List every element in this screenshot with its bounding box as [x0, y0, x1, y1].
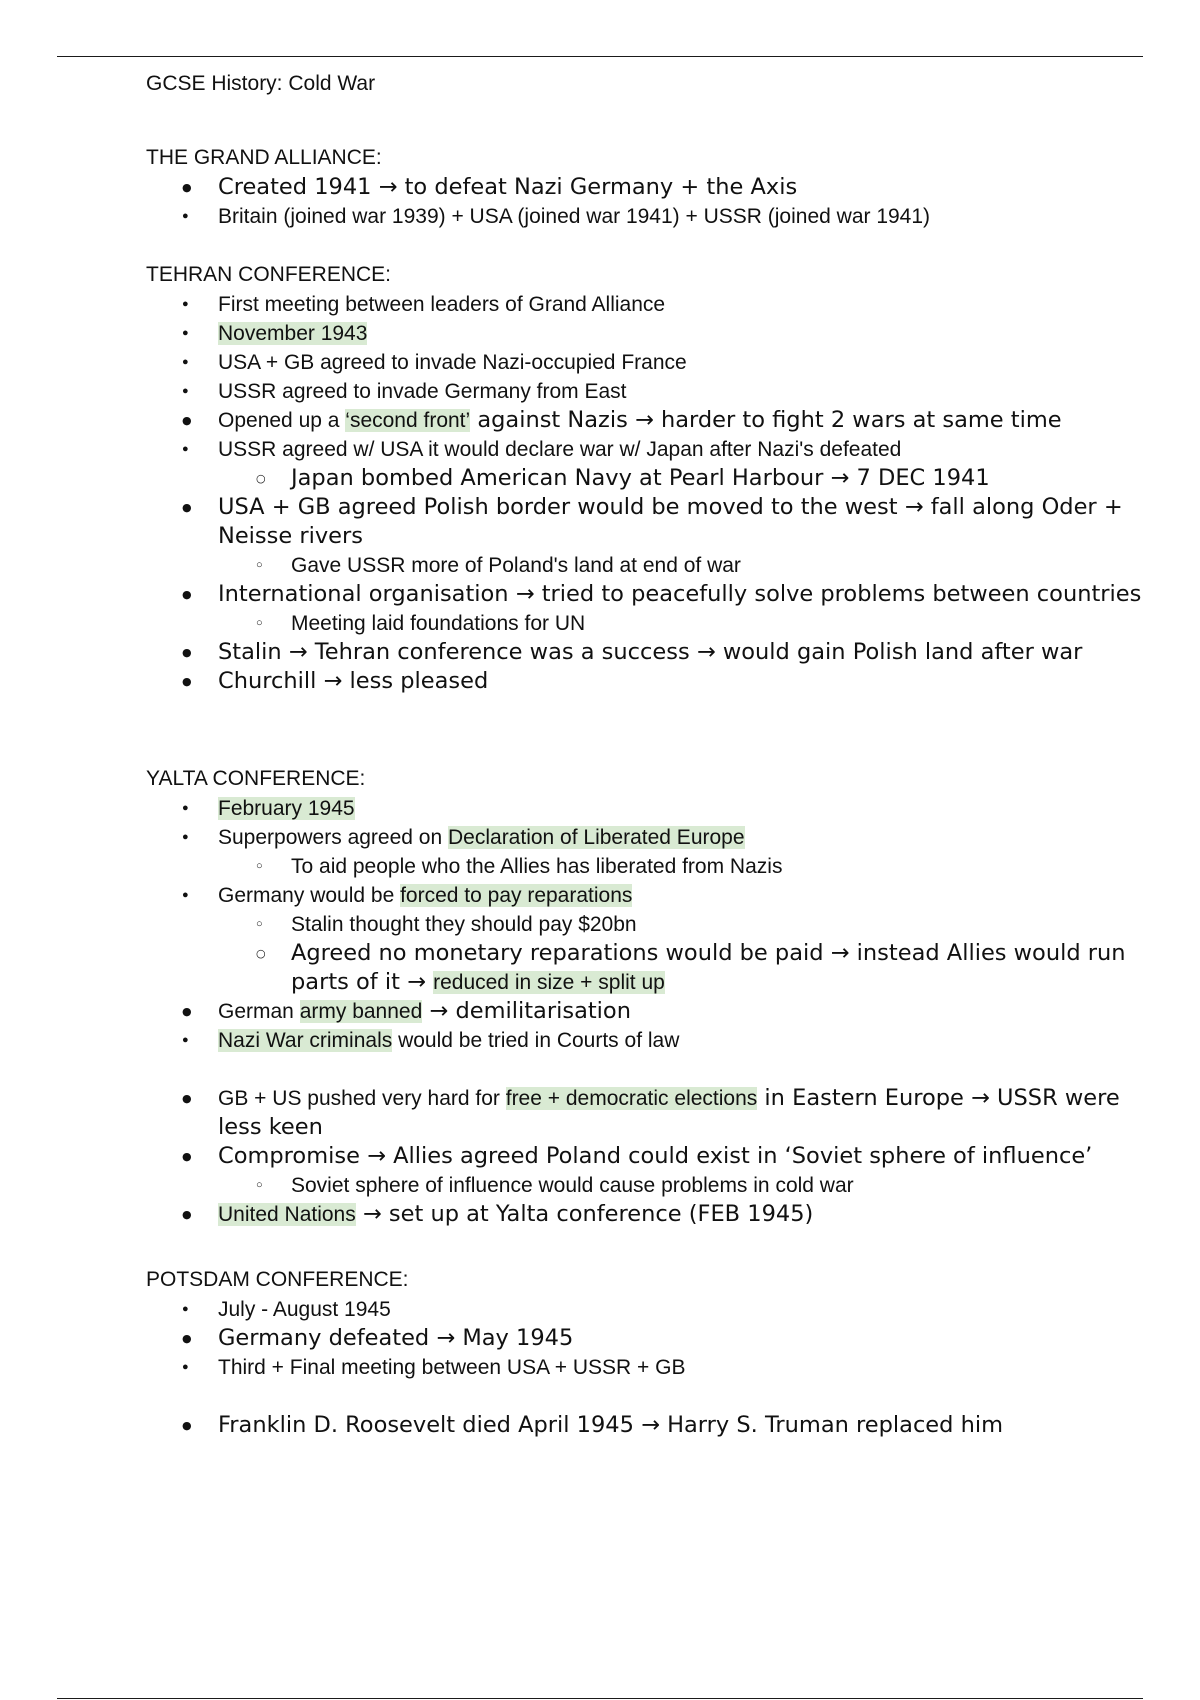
- list-item: ● Franklin D. Roosevelt died April 1945 → Harry S. Truman replaced him: [146, 1411, 1146, 1440]
- section-grand-alliance: [146, 143, 1146, 231]
- sub-list-item: ○ Gave USSR more of Poland's land at end of war: [146, 551, 1146, 580]
- highlighted-text: United Nations: [218, 1203, 356, 1226]
- list-item: ● Compromise → Allies agreed Poland could exist in ‘Soviet sphere of influence’: [146, 1142, 1146, 1171]
- list-item: [146, 1200, 1146, 1229]
- section-heading: YALTA CONFERENCE:: [146, 767, 366, 790]
- sub-list-item: ○ Meeting laid foundations for UN: [146, 609, 1146, 638]
- list-item: ● USSR agreed to invade Germany from East: [146, 377, 1146, 406]
- list-item: ● First meeting between leaders of Grand Alliance: [146, 290, 1146, 319]
- list-item: ● Third + Final meeting between USA + USSR + GB: [146, 1353, 1146, 1382]
- section-heading: TEHRAN CONFERENCE:: [146, 263, 392, 286]
- sub-list-item: ○ Japan bombed American Navy at Pearl Harbour → 7 DEC 1941: [146, 464, 1146, 493]
- highlighted-text: free + democratic elections: [505, 1087, 758, 1110]
- highlighted-text: Nazi War criminals: [218, 1029, 393, 1052]
- sub-list-item: [146, 939, 1146, 997]
- section-tehran-conference: [146, 260, 1146, 696]
- sub-list-item: ○ To aid people who the Allies has liberated from Nazis: [146, 852, 1146, 881]
- section-heading: THE GRAND ALLIANCE:: [146, 146, 382, 169]
- bullet-list: [146, 1295, 1146, 1440]
- list-item: [146, 997, 1146, 1026]
- sub-list-item: ○ Stalin thought they should pay $20bn: [146, 910, 1146, 939]
- sub-list-item: ○ Soviet sphere of influence would cause problems in cold war: [146, 1171, 1146, 1200]
- top-rule: [57, 56, 1143, 57]
- list-item: ● USA + GB agreed to invade Nazi-occupied France: [146, 348, 1146, 377]
- highlighted-text: February 1945: [218, 797, 355, 820]
- bullet-list: [146, 290, 1146, 696]
- text-segment: Agreed no monetary reparations would be paid → instead Allies would run parts of it →: [291, 940, 1126, 995]
- text-segment: → set up at Yalta conference (FEB 1945): [355, 1201, 814, 1227]
- list-item: ● International organisation → tried to peacefully solve problems between countries: [146, 580, 1146, 609]
- text-segment: against Nazis → harder to fight 2 wars at same time: [470, 407, 1062, 433]
- highlighted-text: Declaration of Liberated Europe: [448, 826, 745, 849]
- section-heading: POTSDAM CONFERENCE:: [146, 1268, 409, 1291]
- list-item: [146, 794, 1146, 823]
- bullet-list: [146, 794, 1146, 1229]
- bullet-list: [146, 173, 1146, 231]
- list-item: ● USSR agreed w/ USA it would declare war w/ Japan after Nazi's defeated: [146, 435, 1146, 464]
- list-item: [146, 1084, 1146, 1142]
- section-yalta-conference: [146, 764, 1146, 1229]
- section-potsdam-conference: [146, 1265, 1146, 1440]
- text-segment: Germany would be: [218, 884, 401, 907]
- document-title: GCSE History: Cold War: [146, 72, 376, 95]
- list-item: ● Stalin → Tehran conference was a success → would gain Polish land after war: [146, 638, 1146, 667]
- text-segment: Opened up a: [218, 409, 346, 432]
- list-item: [146, 406, 1146, 435]
- text-segment: Superpowers agreed on: [218, 826, 448, 849]
- list-item: [146, 319, 1146, 348]
- highlighted-text: army banned: [299, 1000, 423, 1023]
- list-item: [146, 1026, 1146, 1055]
- text-segment: → demilitarisation: [422, 998, 631, 1024]
- text-segment: GB + US pushed very hard for: [218, 1087, 506, 1110]
- text-segment: would be tried in Courts of law: [392, 1029, 680, 1052]
- highlighted-text: forced to pay reparations: [400, 884, 633, 907]
- spacer: [146, 1055, 1146, 1084]
- list-item: ● USA + GB agreed Polish border would be moved to the west → fall along Oder + Neisse rivers: [146, 493, 1146, 551]
- bottom-rule: [57, 1698, 1143, 1699]
- text-segment: German: [218, 1000, 300, 1023]
- spacer: [146, 1382, 1146, 1411]
- highlighted-text: ‘second front’: [345, 409, 471, 432]
- list-item: ● Churchill → less pleased: [146, 667, 1146, 696]
- highlighted-text: reduced in size + split up: [433, 971, 665, 994]
- list-item: ● Germany defeated → May 1945: [146, 1324, 1146, 1353]
- list-item: ● Britain (joined war 1939) + USA (joined war 1941) + USSR (joined war 1941): [146, 202, 1146, 231]
- list-item: [146, 823, 1146, 852]
- list-item: ● Created 1941 → to defeat Nazi Germany + the Axis: [146, 173, 1146, 202]
- text-segment: in Eastern Europe → USSR were less keen: [218, 1085, 1120, 1140]
- list-item: ● July - August 1945: [146, 1295, 1146, 1324]
- highlighted-text: November 1943: [218, 322, 368, 345]
- list-item: [146, 881, 1146, 910]
